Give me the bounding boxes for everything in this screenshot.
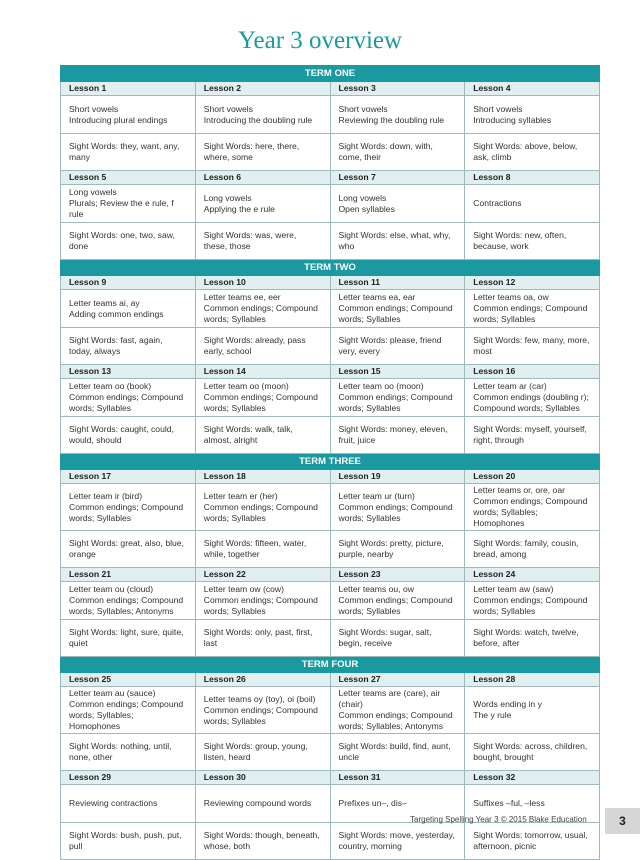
- content-row: [61, 96, 600, 134]
- lesson-label: Lesson 6: [195, 171, 330, 185]
- sight-words: Sight Words: pretty, picture, purple, nearby: [330, 531, 465, 568]
- sight-row: [61, 417, 600, 454]
- sight-words: Sight Words: walk, talk, almost, alright: [195, 417, 330, 454]
- sight-words: Sight Words: one, two, saw, done: [61, 223, 196, 260]
- lesson-content: Letter teams ea, ear Common endings; Compound words; Syllables: [330, 290, 465, 328]
- lesson-label: Lesson 4: [465, 82, 600, 96]
- overview-table: [60, 65, 600, 860]
- lesson-label: Lesson 23: [330, 568, 465, 582]
- lesson-label: Lesson 27: [330, 673, 465, 687]
- lesson-label: Lesson 7: [330, 171, 465, 185]
- sight-words: Sight Words: caught, could, would, should: [61, 417, 196, 454]
- lesson-content: Letter team ow (cow) Common endings; Compound words; Syllables: [195, 582, 330, 620]
- lesson-label: Lesson 17: [61, 470, 196, 484]
- sight-words: Sight Words: only, past, first, last: [195, 620, 330, 657]
- lesson-label: Lesson 10: [195, 276, 330, 290]
- sight-words: Sight Words: family, cousin, bread, among: [465, 531, 600, 568]
- content-row: [61, 687, 600, 734]
- sight-words: Sight Words: sugar, salt, begin, receive: [330, 620, 465, 657]
- lesson-content: Letter team aw (saw) Common endings; Compound words; Syllables: [465, 582, 600, 620]
- lesson-content: Letter team er (her) Common endings; Compound words; Syllables: [195, 484, 330, 531]
- lesson-label: Lesson 25: [61, 673, 196, 687]
- sight-words: Sight Words: light, sure, quite, quiet: [61, 620, 196, 657]
- sight-words: Sight Words: money, eleven, fruit, juice: [330, 417, 465, 454]
- sight-row: [61, 823, 600, 860]
- sight-words: Sight Words: new, often, because, work: [465, 223, 600, 260]
- lesson-label: Lesson 30: [195, 771, 330, 785]
- term-header-row: [61, 454, 600, 470]
- sight-words: Sight Words: above, below, ask, climb: [465, 134, 600, 171]
- lesson-label: Lesson 8: [465, 171, 600, 185]
- lesson-content: Long vowels Applying the e rule: [195, 185, 330, 223]
- lesson-label: Lesson 9: [61, 276, 196, 290]
- sight-words: Sight Words: group, young, listen, heard: [195, 734, 330, 771]
- sight-words: Sight Words: watch, twelve, before, after: [465, 620, 600, 657]
- sight-words: Sight Words: bush, push, put, pull: [61, 823, 196, 860]
- lesson-content: Contractions: [465, 185, 600, 223]
- lesson-row: [61, 771, 600, 785]
- sight-row: [61, 620, 600, 657]
- sight-words: Sight Words: here, there, where, some: [195, 134, 330, 171]
- lesson-content: Letter teams ou, ow Common endings; Compound words; Syllables: [330, 582, 465, 620]
- lesson-label: Lesson 24: [465, 568, 600, 582]
- lesson-label: Lesson 13: [61, 365, 196, 379]
- lesson-label: Lesson 21: [61, 568, 196, 582]
- sight-words: Sight Words: already, pass early, school: [195, 328, 330, 365]
- sight-row: [61, 734, 600, 771]
- lesson-label: Lesson 31: [330, 771, 465, 785]
- sight-words: Sight Words: tomorrow, usual, afternoon, picnic: [465, 823, 600, 860]
- lesson-label: Lesson 32: [465, 771, 600, 785]
- sight-words: Sight Words: they, want, any, many: [61, 134, 196, 171]
- lesson-content: Short vowels Introducing the doubling rule: [195, 96, 330, 134]
- lesson-label: Lesson 22: [195, 568, 330, 582]
- lesson-label: Lesson 19: [330, 470, 465, 484]
- lesson-content: Reviewing contractions: [61, 785, 196, 823]
- term-header-row: [61, 66, 600, 82]
- sight-words: Sight Words: though, beneath, whose, both: [195, 823, 330, 860]
- lesson-content: Long vowels Open syllables: [330, 185, 465, 223]
- lesson-label: Lesson 26: [195, 673, 330, 687]
- term-header: TERM ONE: [61, 66, 600, 82]
- lesson-label: Lesson 28: [465, 673, 600, 687]
- lesson-label: Lesson 29: [61, 771, 196, 785]
- sight-words: Sight Words: great, also, blue, orange: [61, 531, 196, 568]
- lesson-row: [61, 470, 600, 484]
- footer-text: Targeting Spelling Year 3 © 2015 Blake Education: [410, 815, 587, 824]
- lesson-content: Reviewing compound words: [195, 785, 330, 823]
- lesson-content: Letter team oo (moon) Common endings; Compound words; Syllables: [330, 379, 465, 417]
- term-header: TERM TWO: [61, 260, 600, 276]
- lesson-content: Letter team oo (book) Common endings; Compound words; Syllables: [61, 379, 196, 417]
- lesson-content: Words ending in y The y rule: [465, 687, 600, 734]
- lesson-content: Letter team ir (bird) Common endings; Compound words; Syllables: [61, 484, 196, 531]
- lesson-content: Letter team ou (cloud) Common endings; Compound words; Syllables; Antonyms: [61, 582, 196, 620]
- lesson-content: Letter team ar (car) Common endings (doubling r); Compound words; Syllables: [465, 379, 600, 417]
- lesson-label: Lesson 14: [195, 365, 330, 379]
- sight-words: Sight Words: was, were, these, those: [195, 223, 330, 260]
- content-row: [61, 484, 600, 531]
- lesson-label: Lesson 2: [195, 82, 330, 96]
- sight-words: Sight Words: few, many, more, most: [465, 328, 600, 365]
- lesson-content: Short vowels Introducing syllables: [465, 96, 600, 134]
- lesson-label: Lesson 11: [330, 276, 465, 290]
- sight-row: [61, 531, 600, 568]
- lesson-row: [61, 82, 600, 96]
- lesson-content: Letter teams or, ore, oar Common endings; Compound words; Syllables; Homophones: [465, 484, 600, 531]
- content-row: [61, 582, 600, 620]
- lesson-content: Letter teams oy (toy), oi (boil) Common endings; Compound words; Syllables: [195, 687, 330, 734]
- lesson-content: Letter teams ai, ay Adding common endings: [61, 290, 196, 328]
- lesson-label: Lesson 5: [61, 171, 196, 185]
- term-header-row: [61, 260, 600, 276]
- lesson-content: Letter teams ee, eer Common endings; Compound words; Syllables: [195, 290, 330, 328]
- lesson-row: [61, 568, 600, 582]
- sight-words: Sight Words: move, yesterday, country, morning: [330, 823, 465, 860]
- content-row: [61, 290, 600, 328]
- sight-words: Sight Words: myself, yourself, right, through: [465, 417, 600, 454]
- lesson-label: Lesson 3: [330, 82, 465, 96]
- term-header: TERM THREE: [61, 454, 600, 470]
- sight-row: [61, 328, 600, 365]
- lesson-label: Lesson 1: [61, 82, 196, 96]
- term-header-row: [61, 657, 600, 673]
- sight-row: [61, 223, 600, 260]
- page-number: 3: [605, 808, 640, 834]
- sight-words: Sight Words: else, what, why, who: [330, 223, 465, 260]
- lesson-row: [61, 171, 600, 185]
- sight-words: Sight Words: nothing, until, none, other: [61, 734, 196, 771]
- sight-words: Sight Words: build, find, aunt, uncle: [330, 734, 465, 771]
- lesson-content: Prefixes un–, dis–: [330, 785, 465, 823]
- lesson-content: Letter teams oa, ow Common endings; Compound words; Syllables: [465, 290, 600, 328]
- lesson-content: Suffixes –ful, –less: [465, 785, 600, 823]
- page-title: Year 3 overview: [237, 27, 403, 54]
- sight-words: Sight Words: fifteen, water, while, together: [195, 531, 330, 568]
- lesson-label: Lesson 12: [465, 276, 600, 290]
- term-header: TERM FOUR: [61, 657, 600, 673]
- sight-words: Sight Words: down, with, come, their: [330, 134, 465, 171]
- sight-row: [61, 134, 600, 171]
- lesson-content: Letter team au (sauce) Common endings; Compound words; Syllables; Homophones: [61, 687, 196, 734]
- lesson-label: Lesson 20: [465, 470, 600, 484]
- lesson-content: Short vowels Reviewing the doubling rule: [330, 96, 465, 134]
- lesson-content: Long vowels Plurals; Review the e rule, f rule: [61, 185, 196, 223]
- lesson-row: [61, 276, 600, 290]
- lesson-content: Letter team oo (moon) Common endings; Compound words; Syllables: [195, 379, 330, 417]
- lesson-content: Short vowels Introducing plural endings: [61, 96, 196, 134]
- lesson-row: [61, 673, 600, 687]
- lesson-label: Lesson 18: [195, 470, 330, 484]
- lesson-label: Lesson 16: [465, 365, 600, 379]
- lesson-row: [61, 365, 600, 379]
- sight-words: Sight Words: fast, again, today, always: [61, 328, 196, 365]
- content-row: [61, 379, 600, 417]
- sight-words: Sight Words: please, friend very, every: [330, 328, 465, 365]
- lesson-label: Lesson 15: [330, 365, 465, 379]
- lesson-content: Letter teams are (care), air (chair) Common endings; Compound words; Syllables; Antonyms: [330, 687, 465, 734]
- content-row: [61, 185, 600, 223]
- sight-words: Sight Words: across, children, bought, brought: [465, 734, 600, 771]
- lesson-content: Letter team ur (turn) Common endings; Compound words; Syllables: [330, 484, 465, 531]
